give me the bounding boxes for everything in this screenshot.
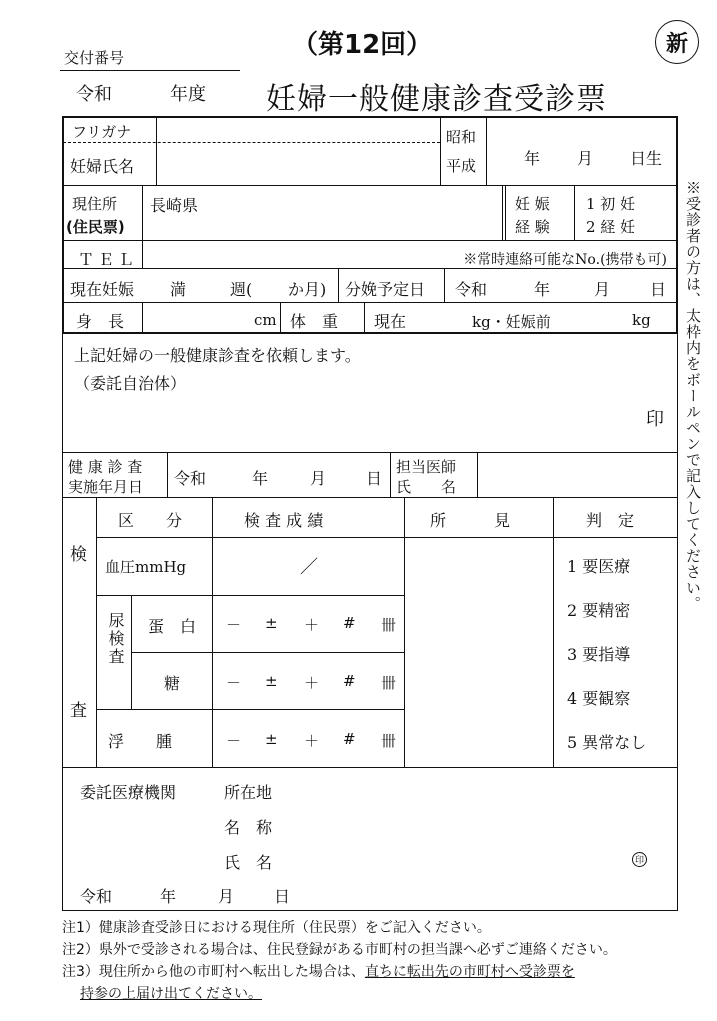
months-unit: か月) xyxy=(288,280,327,299)
sugar-scale-plus[interactable]: ＋ xyxy=(304,674,320,692)
institution-month: 月 xyxy=(218,887,235,906)
height-label: 身 長 xyxy=(76,312,125,331)
issue-number-label: 交付番号 xyxy=(64,49,125,67)
institution-day: 日 xyxy=(274,887,291,906)
note-3-continued: 持参の上届け出てください。 xyxy=(80,986,262,1002)
weeks-full: 満 xyxy=(170,280,187,299)
protein-scale-2plus[interactable]: # xyxy=(343,614,356,632)
institution-era: 令和 xyxy=(80,887,113,906)
judgment-3[interactable]: 3 要指導 xyxy=(567,645,631,664)
edema-scale-minus[interactable]: － xyxy=(226,732,242,750)
institution-seal: 印 xyxy=(632,852,647,867)
edema-scale-plus[interactable]: ＋ xyxy=(304,732,320,750)
weight-current: 現在 xyxy=(374,312,407,331)
protein-scale-minus[interactable]: － xyxy=(226,616,242,634)
note-3-underlined: 直ちに転出先の市町村へ受診票を xyxy=(364,964,575,980)
edema-label: 浮 腫 xyxy=(108,732,173,751)
side-note: ※受診者の方は、太枠内をボールペンで記入してください。 xyxy=(684,180,702,612)
due-month: 月 xyxy=(594,280,611,299)
exam-side-label-top: 検 xyxy=(70,545,87,565)
exam-month: 月 xyxy=(310,469,327,488)
tel-note: ※常時連絡可能なNo.(携帯も可) xyxy=(463,252,667,268)
due-date-label: 分娩予定日 xyxy=(345,280,426,299)
judgment-1[interactable]: 1 要医療 xyxy=(567,557,631,576)
due-day: 日 xyxy=(650,280,667,299)
weight-unit: kg xyxy=(632,311,651,329)
birth-year: 年 xyxy=(524,149,541,168)
sugar-label: 糖 xyxy=(164,674,181,693)
era-showa: 昭和 xyxy=(446,128,477,146)
exam-date-label-2: 実施年月日 xyxy=(68,478,144,496)
first-pregnancy-option[interactable]: 1 初 妊 xyxy=(586,195,636,213)
note-3-text: 注3）現住所から他の市町村へ転出した場合は、 xyxy=(62,964,365,980)
fiscal-year-label: 年度 xyxy=(170,84,206,105)
institution-person: 氏 名 xyxy=(224,853,273,872)
sugar-scale-minus[interactable]: － xyxy=(226,674,242,692)
tel-label: ＴＥＬ xyxy=(78,250,139,269)
address-label-sub: (住民票) xyxy=(66,218,125,236)
sugar-scale-2plus[interactable]: # xyxy=(343,672,356,690)
request-text: 上記妊婦の一般健康診査を依頼します。 xyxy=(74,346,361,365)
pregnancy-history-label-2: 経 験 xyxy=(515,218,550,236)
experienced-pregnancy-option[interactable]: 2 経 妊 xyxy=(586,218,636,236)
pregnancy-history-label: 妊 娠 xyxy=(515,195,550,213)
weight-label: 体 重 xyxy=(290,312,339,331)
edema-scale-3plus[interactable]: 卌 xyxy=(381,732,397,750)
protein-scale-3plus[interactable]: 卌 xyxy=(381,616,397,634)
protein-label: 蛋 白 xyxy=(148,617,197,636)
session-number: （第12回） xyxy=(292,30,433,60)
edema-scale-trace[interactable]: ± xyxy=(265,730,278,748)
birth-day: 日生 xyxy=(630,149,663,168)
protein-scale-trace[interactable]: ± xyxy=(265,614,278,632)
note-3 xyxy=(62,961,575,981)
exam-year: 年 xyxy=(252,469,269,488)
new-badge: 新 xyxy=(655,20,699,64)
institution-label: 委託医療機関 xyxy=(80,783,177,802)
exam-era: 令和 xyxy=(174,469,207,488)
address-value[interactable]: 長崎県 xyxy=(150,196,199,215)
institution-year: 年 xyxy=(160,887,177,906)
institution-name: 名 称 xyxy=(224,818,273,837)
furigana-label: フリガナ xyxy=(72,123,132,141)
header-result: 検 査 成 績 xyxy=(244,511,324,530)
current-pregnancy-label: 現在妊娠 xyxy=(70,280,135,299)
name-label: 妊婦氏名 xyxy=(70,157,135,176)
address-label: 現住所 xyxy=(72,195,118,213)
due-year: 年 xyxy=(534,280,551,299)
page-title: 妊婦一般健康診査受診票 xyxy=(266,82,607,117)
judgment-4[interactable]: 4 要観察 xyxy=(567,689,631,708)
edema-scale-2plus[interactable]: # xyxy=(343,730,356,748)
header-judgment: 判 定 xyxy=(586,511,635,530)
protein-scale-plus[interactable]: ＋ xyxy=(304,616,320,634)
judgment-2[interactable]: 2 要精密 xyxy=(567,601,631,620)
doctor-label-2: 氏 名 xyxy=(396,478,457,496)
blood-pressure-value[interactable]: ／ xyxy=(300,557,318,578)
note-1: 注1）健康診査受診日における現住所（住民票）をご記入ください。 xyxy=(62,920,491,936)
blood-pressure-label: 血圧mmHg xyxy=(105,558,187,576)
issue-number-line xyxy=(60,70,240,71)
sugar-scale-trace[interactable]: ± xyxy=(265,672,278,690)
doctor-label: 担当医師 xyxy=(396,458,457,476)
header-findings: 所 見 xyxy=(430,511,511,530)
exam-date-label: 健 康 診 査 xyxy=(68,458,143,476)
weight-unit-pre: kg・妊娠前 xyxy=(472,313,551,331)
note-2: 注2）県外で受診される場合は、住民登録がある市町村の担当課へ必ずご連絡ください。 xyxy=(62,942,617,958)
exam-day: 日 xyxy=(366,469,383,488)
judgment-5[interactable]: 5 異常なし xyxy=(567,733,647,752)
birth-month: 月 xyxy=(577,149,594,168)
name-input[interactable] xyxy=(156,118,440,185)
era-heisei: 平成 xyxy=(446,157,477,175)
exam-side-label-bottom: 査 xyxy=(70,701,87,721)
urine-label: 尿検査 xyxy=(106,612,125,666)
institution-location: 所在地 xyxy=(224,783,273,802)
commissioner-label: （委託自治体） xyxy=(74,374,187,393)
weeks-unit: 週( xyxy=(230,280,253,299)
header-category: 区 分 xyxy=(118,511,183,530)
height-unit: cm xyxy=(254,311,277,329)
fiscal-era: 令和 xyxy=(76,84,112,105)
sugar-scale-3plus[interactable]: 卌 xyxy=(381,674,397,692)
commissioner-seal: 印 xyxy=(646,409,664,430)
due-era: 令和 xyxy=(455,280,488,299)
